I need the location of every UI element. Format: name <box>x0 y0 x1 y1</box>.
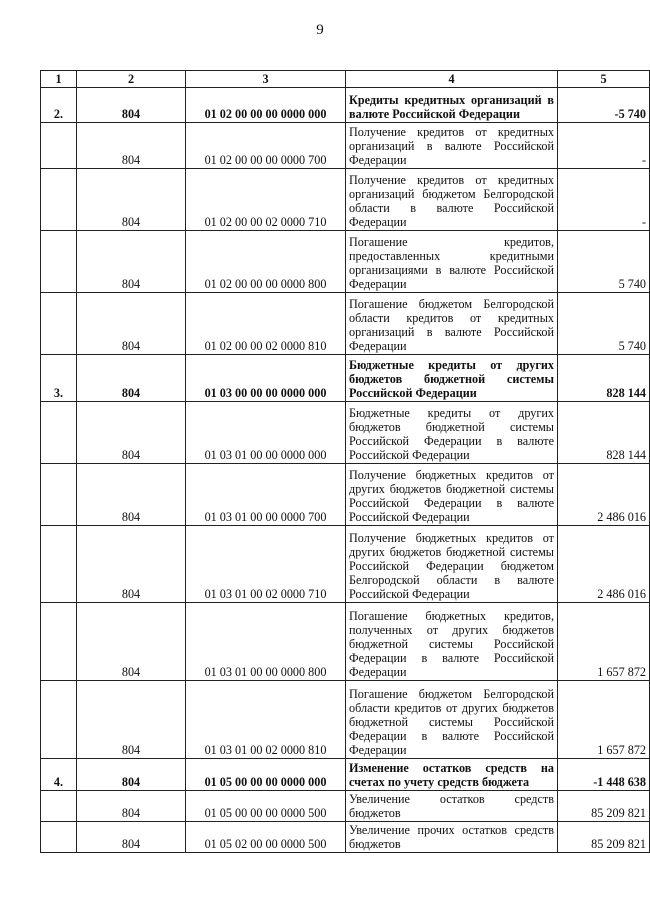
table-row <box>41 123 650 169</box>
budget-code-cell: 01 03 01 00 00 0000 700 <box>186 464 346 526</box>
page-number: 9 <box>316 22 324 38</box>
amount-cell: 2 486 016 <box>558 464 650 526</box>
row-number-cell <box>41 464 77 526</box>
amount-cell: - <box>558 169 650 231</box>
table-row <box>41 526 650 603</box>
amount-cell: 1 657 872 <box>558 681 650 759</box>
budget-code-cell: 01 03 01 00 02 0000 810 <box>186 681 346 759</box>
amount-cell: -1 448 638 <box>558 759 650 791</box>
admin-code-cell: 804 <box>77 759 186 791</box>
row-number-cell <box>41 231 77 293</box>
description-cell: Кредиты кредитных организаций в валюте Российской Федерации <box>346 88 558 123</box>
description-cell: Бюджетные кредиты от других бюджетов бюджетной системы Российской Федерации в валюте Российской Федерации <box>346 402 558 464</box>
table-row <box>41 355 650 402</box>
budget-code-cell: 01 03 00 00 00 0000 000 <box>186 355 346 402</box>
admin-code-cell: 804 <box>77 355 186 402</box>
row-number-cell: 4. <box>41 759 77 791</box>
amount-cell: -5 740 <box>558 88 650 123</box>
column-header-2: 2 <box>77 71 186 88</box>
table-row <box>41 759 650 791</box>
table-row <box>41 402 650 464</box>
admin-code-cell: 804 <box>77 464 186 526</box>
row-number-cell: 2. <box>41 88 77 123</box>
table-row <box>41 88 650 123</box>
amount-cell: 2 486 016 <box>558 526 650 603</box>
description-cell: Получение бюджетных кредитов от других бюджетов бюджетной системы Российской Федерации бюджетом Белгородской области в валюте Российской Федерации <box>346 526 558 603</box>
row-number-cell <box>41 603 77 681</box>
description-cell: Погашение бюджетом Белгородской области кредитов от кредитных организаций в валюте Российской Федерации <box>346 293 558 355</box>
table-row <box>41 681 650 759</box>
column-header-5: 5 <box>558 71 650 88</box>
admin-code-cell: 804 <box>77 791 186 822</box>
budget-code-cell: 01 03 01 00 02 0000 710 <box>186 526 346 603</box>
admin-code-cell: 804 <box>77 402 186 464</box>
amount-cell: 85 209 821 <box>558 791 650 822</box>
table-header-row <box>41 71 650 88</box>
row-number-cell <box>41 402 77 464</box>
amount-cell: 828 144 <box>558 355 650 402</box>
admin-code-cell: 804 <box>77 293 186 355</box>
description-cell: Получение бюджетных кредитов от других бюджетов бюджетной системы Российской Федерации в валюте Российской Федерации <box>346 464 558 526</box>
amount-cell: 85 209 821 <box>558 822 650 853</box>
row-number-cell <box>41 169 77 231</box>
amount-cell: - <box>558 123 650 169</box>
description-cell: Изменение остатков средств на счетах по учету средств бюджета <box>346 759 558 791</box>
row-number-cell <box>41 293 77 355</box>
description-cell: Погашение бюджетных кредитов, полученных от других бюджетов бюджетной системы Российской Федерации в валюте Российской Федерации <box>346 603 558 681</box>
table-row <box>41 822 650 853</box>
row-number-cell <box>41 791 77 822</box>
description-cell: Бюджетные кредиты от других бюджетов бюджетной системы Российской Федерации <box>346 355 558 402</box>
description-cell: Получение кредитов от кредитных организаций бюджетом Белгородской области в валюте Российской Федерации <box>346 169 558 231</box>
description-cell: Увеличение прочих остатков средств бюджетов <box>346 822 558 853</box>
table-row <box>41 293 650 355</box>
description-cell: Погашение бюджетом Белгородской области кредитов от других бюджетов бюджетной системы Российской Федерации в валюте Российской Федерации <box>346 681 558 759</box>
admin-code-cell: 804 <box>77 526 186 603</box>
column-header-1: 1 <box>41 71 77 88</box>
amount-cell: 5 740 <box>558 293 650 355</box>
budget-code-cell: 01 05 02 00 00 0000 500 <box>186 822 346 853</box>
admin-code-cell: 804 <box>77 822 186 853</box>
row-number-cell <box>41 822 77 853</box>
table-row <box>41 464 650 526</box>
amount-cell: 828 144 <box>558 402 650 464</box>
budget-code-cell: 01 02 00 00 02 0000 810 <box>186 293 346 355</box>
budget-code-cell: 01 02 00 00 00 0000 800 <box>186 231 346 293</box>
amount-cell: 5 740 <box>558 231 650 293</box>
admin-code-cell: 804 <box>77 169 186 231</box>
column-header-3: 3 <box>186 71 346 88</box>
budget-code-cell: 01 02 00 00 00 0000 700 <box>186 123 346 169</box>
admin-code-cell: 804 <box>77 603 186 681</box>
admin-code-cell: 804 <box>77 123 186 169</box>
budget-code-cell: 01 02 00 00 02 0000 710 <box>186 169 346 231</box>
budget-code-cell: 01 03 01 00 00 0000 800 <box>186 603 346 681</box>
description-cell: Получение кредитов от кредитных организаций в валюте Российской Федерации <box>346 123 558 169</box>
table-row <box>41 791 650 822</box>
admin-code-cell: 804 <box>77 681 186 759</box>
table-row <box>41 169 650 231</box>
table-row <box>41 603 650 681</box>
budget-code-cell: 01 02 00 00 00 0000 000 <box>186 88 346 123</box>
row-number-cell <box>41 681 77 759</box>
row-number-cell: 3. <box>41 355 77 402</box>
budget-code-cell: 01 05 00 00 00 0000 500 <box>186 791 346 822</box>
admin-code-cell: 804 <box>77 231 186 293</box>
budget-code-cell: 01 05 00 00 00 0000 000 <box>186 759 346 791</box>
table-row <box>41 231 650 293</box>
admin-code-cell: 804 <box>77 88 186 123</box>
description-cell: Погашение кредитов, предоставленных кредитными организациями в валюте Российской Федерации <box>346 231 558 293</box>
row-number-cell <box>41 526 77 603</box>
row-number-cell <box>41 123 77 169</box>
amount-cell: 1 657 872 <box>558 603 650 681</box>
description-cell: Увеличение остатков средств бюджетов <box>346 791 558 822</box>
budget-code-cell: 01 03 01 00 00 0000 000 <box>186 402 346 464</box>
table-body <box>41 88 650 853</box>
column-header-4: 4 <box>346 71 558 88</box>
budget-sources-table <box>40 70 650 853</box>
